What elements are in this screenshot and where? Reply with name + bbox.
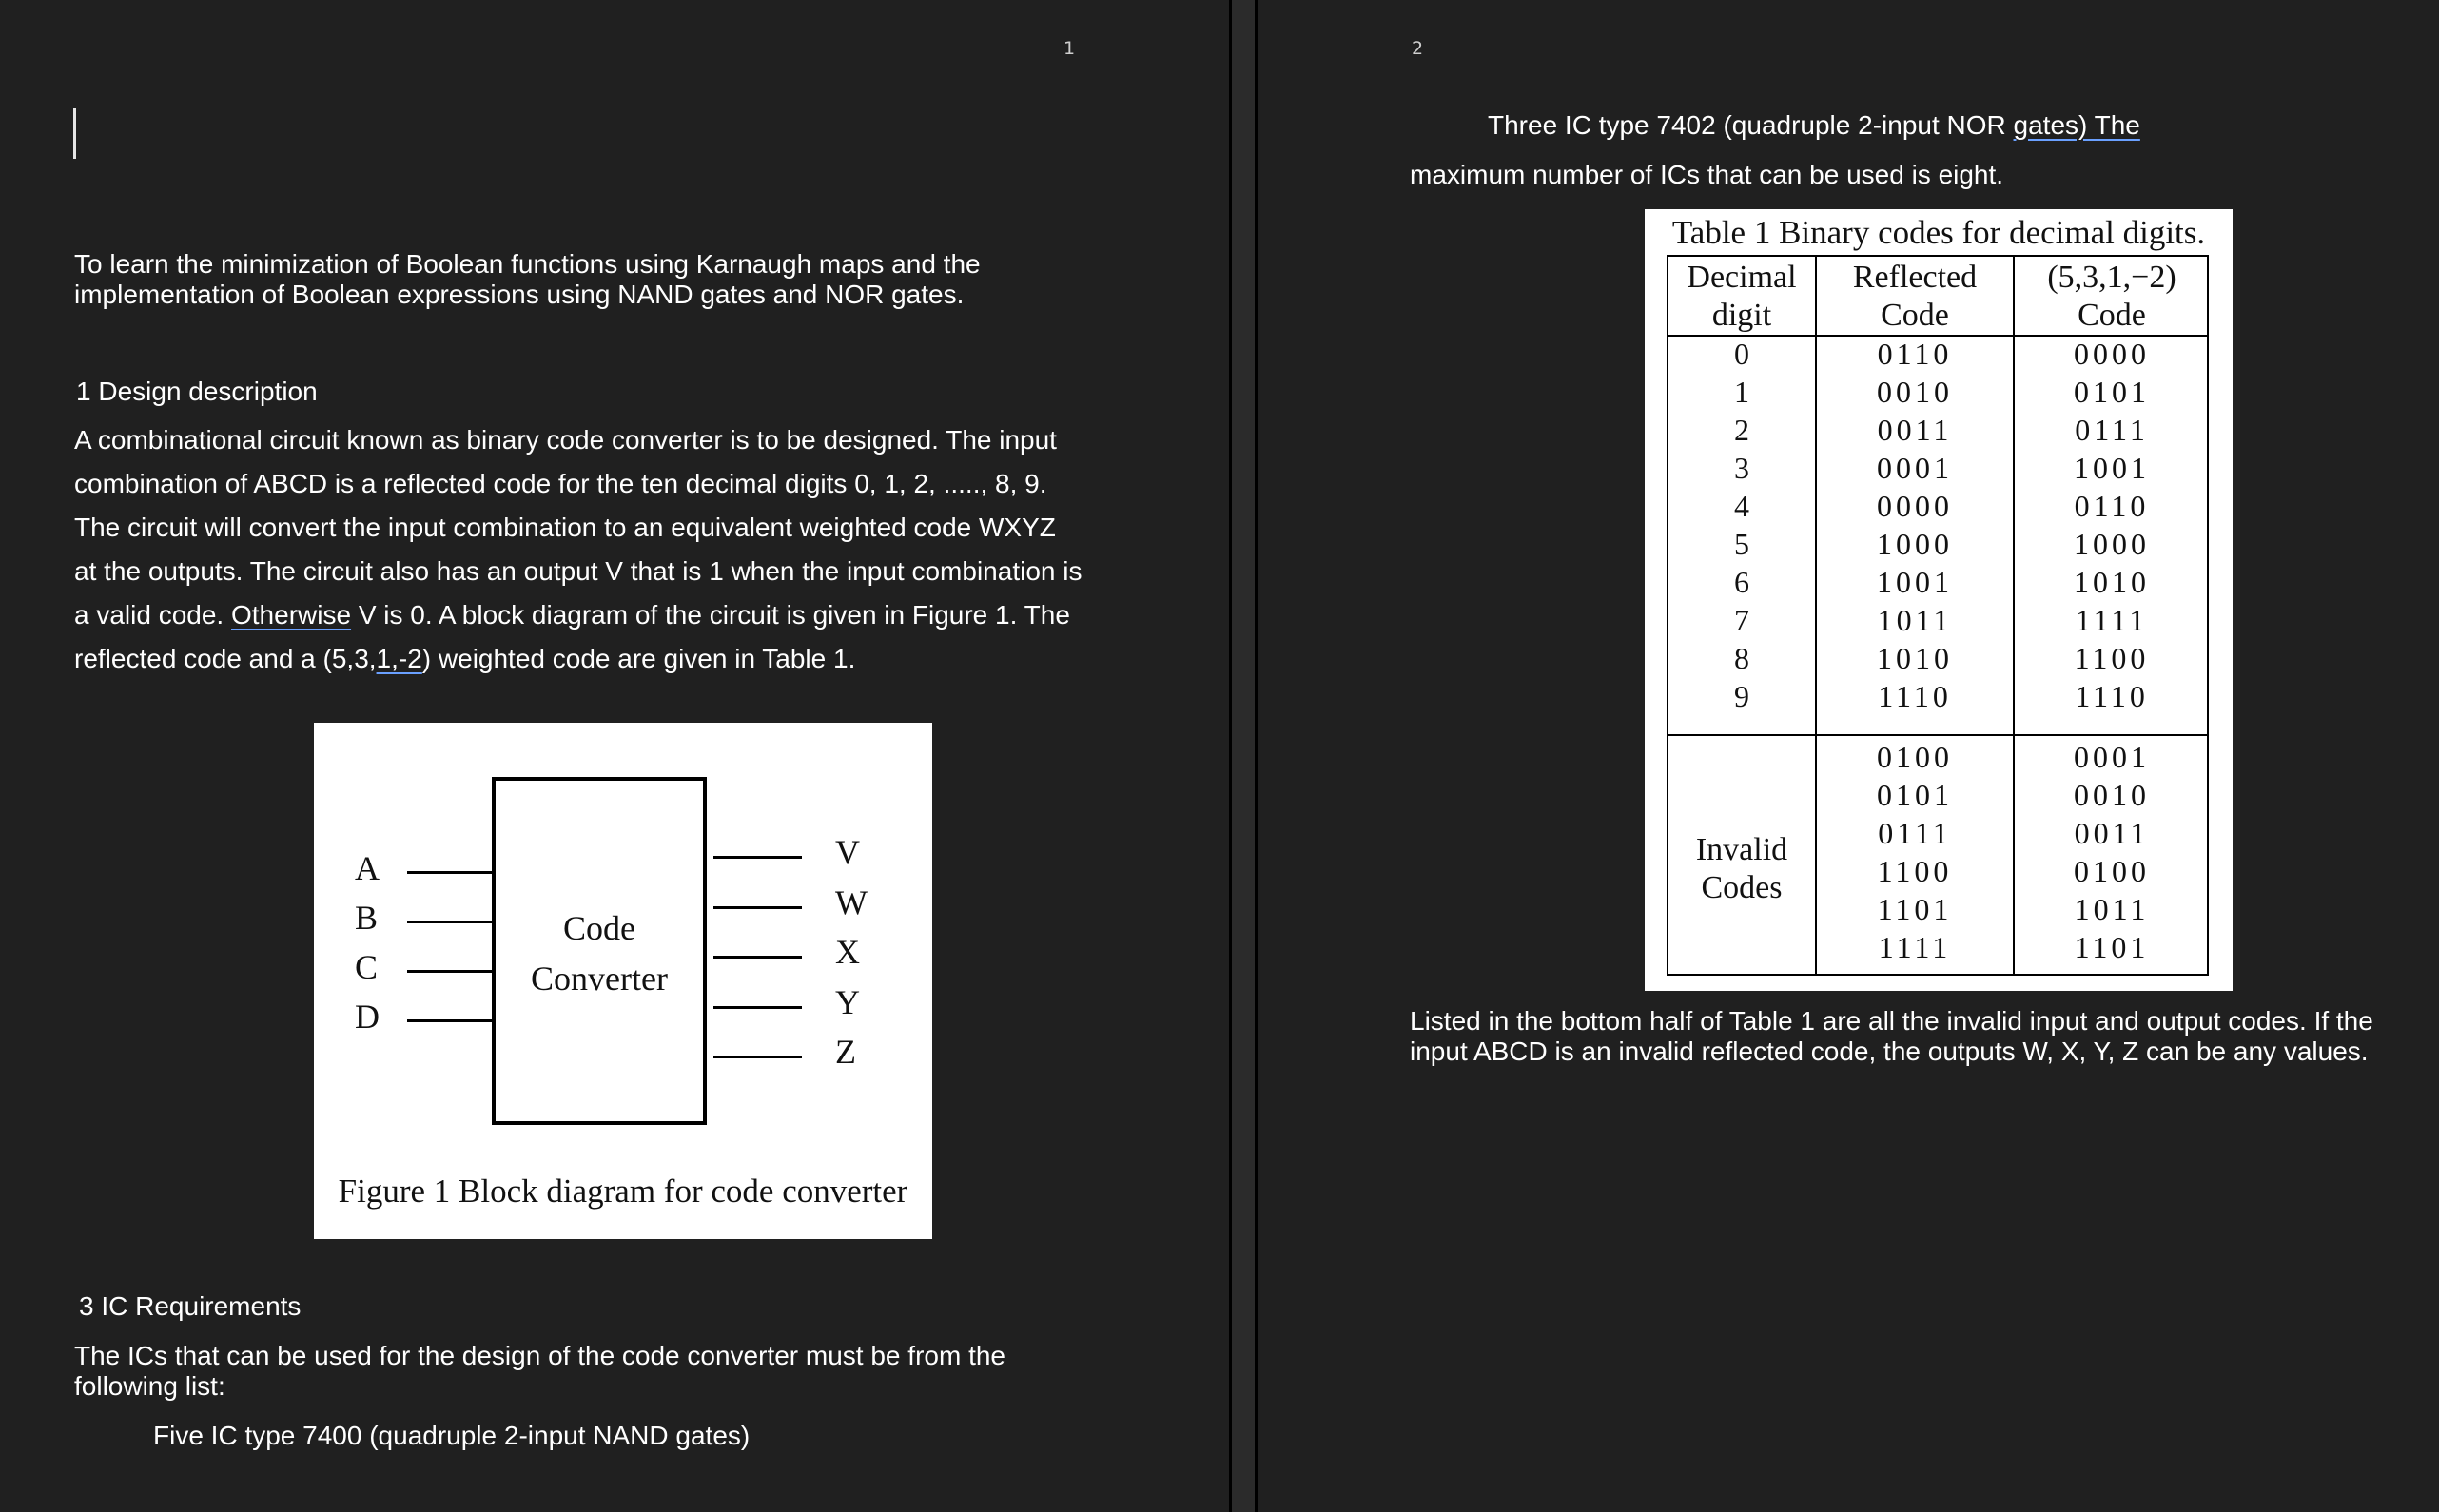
output-wire-y [713,1006,802,1009]
header-text: Decimal [1687,260,1797,295]
grammar-flag-gates[interactable]: gates) The [2013,110,2140,140]
figure-caption: Figure 1 Block diagram for code converter [338,1173,908,1210]
cell-invalid-weighted: 0010 [2074,778,2150,812]
ic-max-line[interactable]: maximum number of ICs that can be used is eight. [1410,160,2004,189]
cell-reflected: 0010 [1877,375,1953,409]
page-number: 1 [1063,38,1076,59]
cell-digit: 1 [1734,375,1749,409]
cell-digit: 0 [1734,337,1749,371]
column-weighted [2015,335,2209,715]
header-text: (5,3,1,−2) [2047,260,2176,295]
column-digits [1668,335,1815,715]
ic-item-nor[interactable] [1488,110,2140,141]
cell-invalid-reflected: 1101 [1877,892,1953,926]
cell-digit: 9 [1734,679,1749,713]
ic-item-nor-text: Three IC type 7402 (quadruple 2-input NOR [1488,110,2014,140]
cell-weighted: 0000 [2074,337,2150,371]
cell-invalid-reflected: 1111 [1878,930,1952,964]
output-label-z: Z [835,1033,856,1071]
cell-reflected: 0110 [1877,337,1953,371]
input-wire-b [407,921,493,923]
header-reflected-code [1817,259,2013,335]
header-text: digit [1711,298,1772,333]
cell-digit: 3 [1734,451,1749,485]
cell-invalid-weighted: 0001 [2074,740,2150,774]
invalid-label-text: Invalid [1695,832,1788,867]
description-paragraph[interactable] [74,418,1083,681]
table-binary-codes [1645,209,2233,991]
objective-paragraph[interactable]: To learn the minimization of Boolean functions using Karnaugh maps and the implementation of Boolean expressions using NAND gates and NOR gates. [74,249,981,309]
output-label-v: V [835,833,860,871]
invalid-codes-note[interactable]: Listed in the bottom half of Table 1 are all the invalid input and output codes. If the input ABCD is an invalid reflected code, the outputs W, X, Y, Z can be any values. [1410,1006,2373,1066]
header-text: Code [1881,298,1949,333]
cell-invalid-reflected: 0101 [1877,778,1953,812]
cell-invalid-reflected: 0111 [1878,816,1952,850]
ic-item-nand[interactable]: Five IC type 7400 (quadruple 2-input NAND gates) [153,1421,751,1450]
cell-invalid-weighted: 0011 [2074,816,2150,850]
output-wire-v [713,856,802,859]
cell-weighted: 0101 [2074,375,2150,409]
section-heading-design[interactable]: 1 Design description [76,377,318,406]
cell-invalid-reflected: 1100 [1877,854,1953,888]
cell-digit: 7 [1734,603,1749,637]
figure-block-diagram [314,723,932,1239]
page-gap [1229,0,1258,1512]
input-wire-c [407,970,493,973]
input-wire-d [407,1019,493,1022]
input-label-b: B [355,899,379,937]
cell-reflected: 0000 [1877,489,1953,523]
invalid-codes-label [1668,831,1815,907]
cell-reflected: 1110 [1878,679,1952,713]
text-cursor [73,108,76,159]
code-converter-box [492,777,707,1125]
cell-weighted: 1001 [2074,451,2150,485]
cell-invalid-weighted: 0100 [2074,854,2150,888]
header-text: Reflected [1852,260,1978,295]
cell-weighted: 1010 [2074,565,2150,599]
header-weighted-code [2015,259,2209,335]
header-decimal-digit [1668,259,1815,335]
input-label-c: C [355,948,379,986]
output-wire-w [713,906,802,909]
output-label-w: W [835,883,868,921]
cell-invalid-reflected: 0100 [1877,740,1953,774]
ic-intro-paragraph[interactable]: The ICs that can be used for the design of the code converter must be from the following list: [74,1341,1005,1401]
cell-weighted: 1000 [2074,527,2150,561]
input-wire-a [407,871,493,874]
column-invalid-reflected [1817,738,2013,966]
output-wire-x [713,956,802,959]
cell-weighted: 1110 [2075,679,2149,713]
cell-weighted: 1100 [2074,641,2150,675]
cell-digit: 5 [1734,527,1749,561]
spell-flag-code[interactable]: 1,-2 [376,644,422,673]
cell-reflected: 1001 [1877,565,1953,599]
cell-weighted: 1111 [2075,603,2149,637]
cell-reflected: 1000 [1877,527,1953,561]
description-text-2: V is 0. A block diagram of the circuit is given in Figure 1. The reflected code and a (5,3, [74,600,1070,673]
input-label-d: D [355,998,380,1036]
cell-weighted: 0111 [2075,413,2149,447]
section-heading-ic[interactable]: 3 IC Requirements [79,1291,302,1321]
spell-flag-otherwise[interactable]: Otherwise [231,600,352,630]
page-edge-left [1229,0,1232,1512]
cell-digit: 8 [1734,641,1749,675]
invalid-label-text: Codes [1701,870,1783,905]
table-caption: Table 1 Binary codes for decimal digits. [1671,214,2206,251]
cell-reflected: 0011 [1877,413,1953,447]
description-text-3: ) weighted code are given in Table 1. [421,644,856,673]
output-label-x: X [835,933,860,971]
cell-digit: 6 [1734,565,1749,599]
input-label-a: A [355,849,380,887]
table-section-divider [1668,734,2207,736]
column-invalid-weighted [2015,738,2209,966]
output-label-y: Y [835,983,860,1021]
cell-reflected: 1010 [1877,641,1953,675]
cell-digit: 4 [1734,489,1749,523]
page-number: 2 [1412,38,1424,59]
output-wire-z [713,1056,802,1058]
cell-invalid-weighted: 1101 [2074,930,2150,964]
cell-invalid-weighted: 1011 [2074,892,2150,926]
cell-reflected: 1011 [1877,603,1953,637]
box-label-code: Code [563,909,635,947]
column-reflected [1817,335,2013,715]
cell-weighted: 0110 [2074,489,2150,523]
box-label-converter: Converter [531,960,668,998]
description-text-1: A combinational circuit known as binary code converter is to be designed. The input combination of ABCD is a reflected code for the ten decimal digits 0, 1, 2, ....., 8, 9. The circuit will convert the input combination to an equivalent weighted code WXYZ at the outputs. The circuit also has an output V that is 1 when the input combination is a valid code. [74,425,1083,630]
cell-reflected: 0001 [1877,451,1953,485]
header-text: Code [2078,298,2146,333]
cell-digit: 2 [1734,413,1749,447]
table-grid [1667,255,2209,976]
